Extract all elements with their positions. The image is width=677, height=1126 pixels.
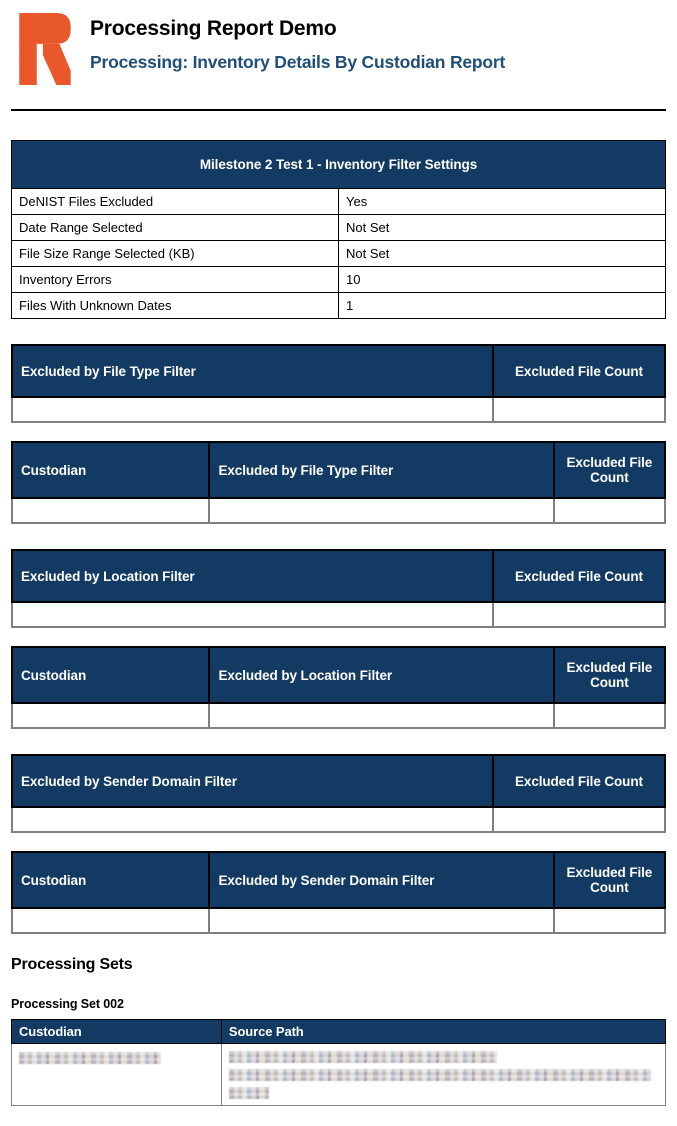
table-header-row bbox=[12, 345, 665, 397]
relativity-logo-icon bbox=[19, 13, 71, 90]
report-titles bbox=[90, 13, 505, 73]
empty-cell bbox=[12, 908, 209, 933]
setting-value: 1 bbox=[339, 293, 666, 319]
column-header: Custodian bbox=[12, 647, 209, 703]
table-row bbox=[12, 703, 665, 728]
setting-label: Date Range Selected bbox=[12, 215, 339, 241]
empty-cell bbox=[12, 498, 209, 523]
table-title-row bbox=[12, 141, 666, 189]
column-header: Excluded File Count bbox=[493, 550, 665, 602]
column-header: Source Path bbox=[221, 1020, 665, 1044]
table-header-row bbox=[12, 755, 665, 807]
excluded-by-location-table bbox=[11, 549, 666, 628]
column-header: Excluded by Location Filter bbox=[209, 647, 553, 703]
column-header: Excluded by Sender Domain Filter bbox=[12, 755, 493, 807]
column-header: Custodian bbox=[12, 1020, 222, 1044]
setting-label: Files With Unknown Dates bbox=[12, 293, 339, 319]
table-row bbox=[12, 267, 666, 293]
empty-cell bbox=[554, 908, 665, 933]
custodian-file-type-table bbox=[11, 441, 666, 524]
table-row bbox=[12, 602, 665, 627]
header-divider bbox=[11, 109, 666, 111]
report-subtitle: Processing: Inventory Details By Custodian Report bbox=[90, 52, 506, 72]
empty-cell bbox=[12, 602, 493, 627]
processing-set-name: Processing Set 002 bbox=[11, 997, 124, 1011]
report-header bbox=[11, 0, 666, 90]
empty-cell bbox=[554, 703, 665, 728]
empty-cell bbox=[209, 498, 553, 523]
redacted-custodian-text bbox=[19, 1052, 161, 1064]
excluded-by-sender-domain-table bbox=[11, 754, 666, 833]
table-row bbox=[12, 1044, 666, 1106]
column-header: Custodian bbox=[12, 442, 209, 498]
excluded-by-file-type-table bbox=[11, 344, 666, 423]
inventory-filter-settings-table bbox=[11, 140, 666, 319]
column-header: Excluded File Count bbox=[554, 852, 665, 908]
empty-cell bbox=[493, 397, 665, 422]
redacted-source-path-text bbox=[229, 1051, 497, 1063]
custodian-location-table bbox=[11, 646, 666, 729]
setting-label: DeNIST Files Excluded bbox=[12, 189, 339, 215]
table-header-row bbox=[12, 852, 665, 908]
empty-cell bbox=[12, 703, 209, 728]
empty-cell bbox=[554, 498, 665, 523]
column-header: Excluded File Count bbox=[493, 755, 665, 807]
setting-value: Yes bbox=[339, 189, 666, 215]
table-row bbox=[12, 498, 665, 523]
setting-value: 10 bbox=[339, 267, 666, 293]
table-header-row bbox=[12, 647, 665, 703]
empty-cell bbox=[209, 703, 553, 728]
table-row bbox=[12, 293, 666, 319]
table-header-row bbox=[12, 1020, 666, 1044]
processing-set-table bbox=[11, 1019, 666, 1106]
setting-value: Not Set bbox=[339, 215, 666, 241]
setting-label: Inventory Errors bbox=[12, 267, 339, 293]
source-path-cell bbox=[221, 1044, 665, 1106]
processing-sets-heading: Processing Sets bbox=[11, 956, 133, 973]
table-row bbox=[12, 908, 665, 933]
column-header: Excluded by Location Filter bbox=[12, 550, 493, 602]
empty-cell bbox=[493, 602, 665, 627]
column-header: Excluded by File Type Filter bbox=[12, 345, 493, 397]
column-header: Excluded File Count bbox=[554, 442, 665, 498]
redacted-source-path-text bbox=[229, 1087, 269, 1099]
column-header: Excluded File Count bbox=[554, 647, 665, 703]
inventory-filter-settings-title: Milestone 2 Test 1 - Inventory Filter Settings bbox=[12, 141, 666, 189]
setting-value: Not Set bbox=[339, 241, 666, 267]
column-header: Custodian bbox=[12, 852, 209, 908]
empty-cell bbox=[12, 807, 493, 832]
column-header: Excluded by Sender Domain Filter bbox=[209, 852, 553, 908]
empty-cell bbox=[209, 908, 553, 933]
table-row bbox=[12, 189, 666, 215]
custodian-sender-domain-table bbox=[11, 851, 666, 934]
redacted-source-path-text bbox=[229, 1069, 651, 1081]
table-row bbox=[12, 215, 666, 241]
column-header: Excluded by File Type Filter bbox=[209, 442, 553, 498]
table-row bbox=[12, 241, 666, 267]
empty-cell bbox=[493, 807, 665, 832]
empty-cell bbox=[12, 397, 493, 422]
table-row bbox=[12, 807, 665, 832]
report-title: Processing Report Demo bbox=[90, 17, 337, 40]
column-header: Excluded File Count bbox=[493, 345, 665, 397]
table-header-row bbox=[12, 550, 665, 602]
setting-label: File Size Range Selected (KB) bbox=[12, 241, 339, 267]
custodian-cell bbox=[12, 1044, 222, 1106]
table-row bbox=[12, 397, 665, 422]
table-header-row bbox=[12, 442, 665, 498]
